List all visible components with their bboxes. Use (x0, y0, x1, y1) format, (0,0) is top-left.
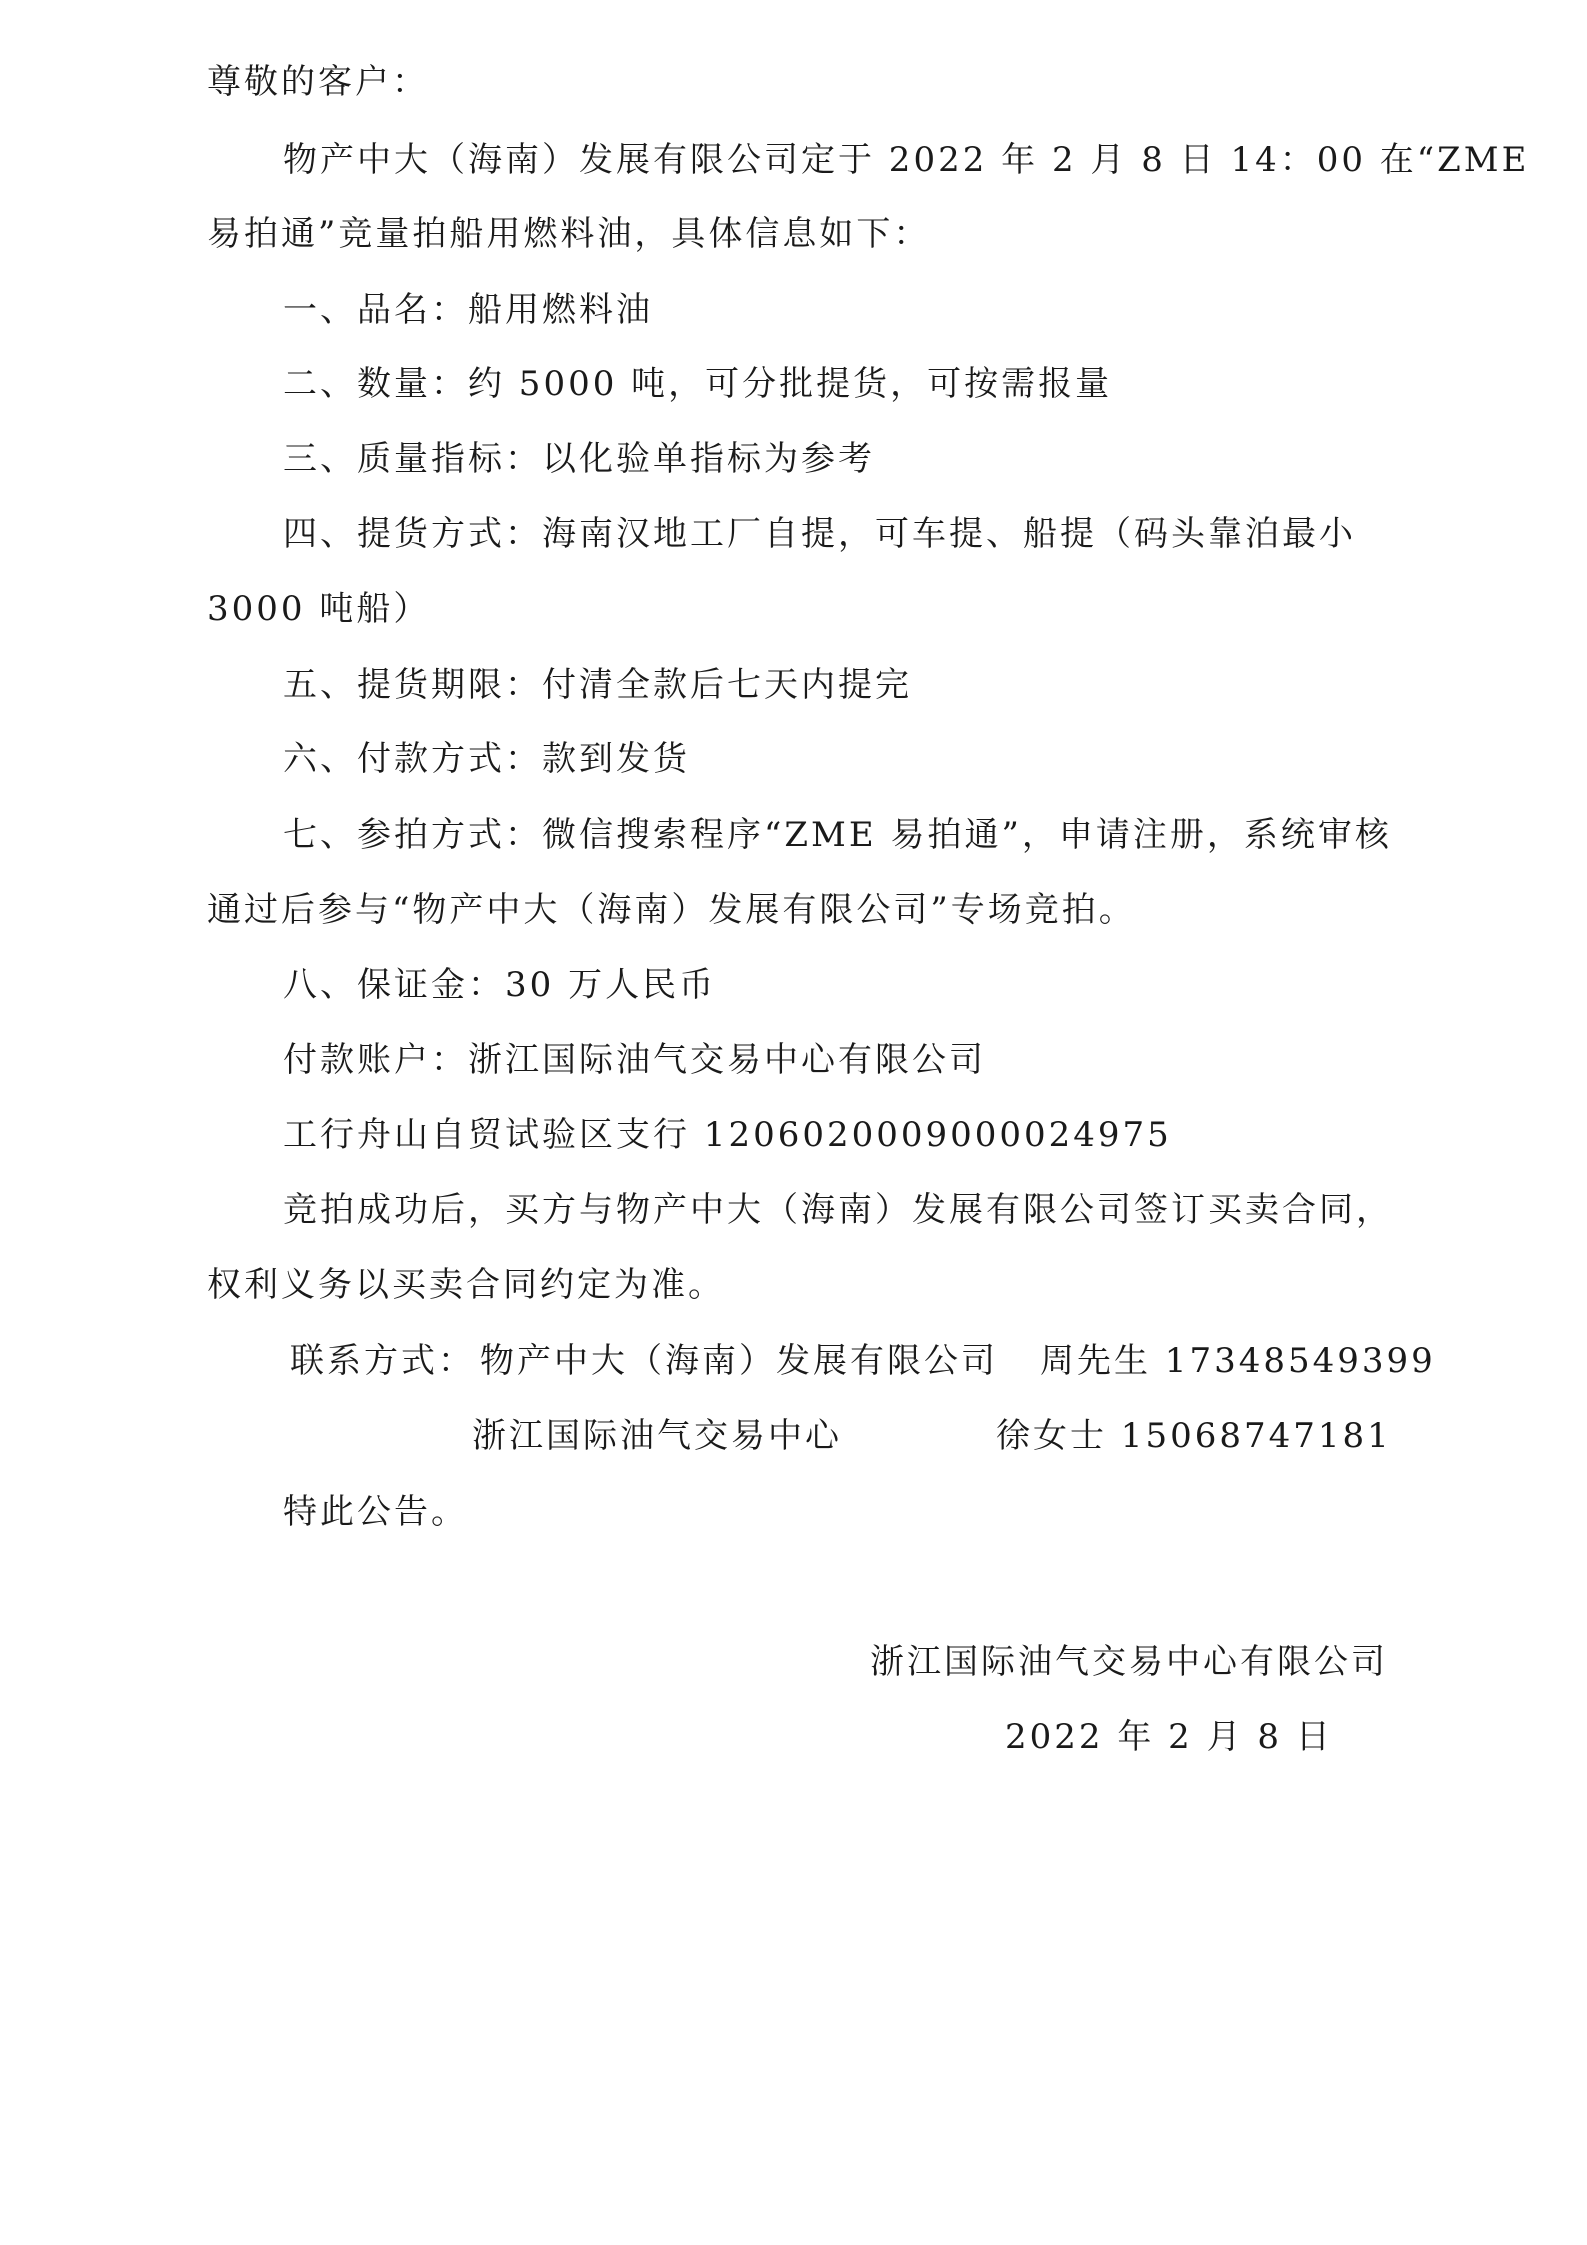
intro-line-1: 物产中大（海南）发展有限公司定于 2022 年 2 月 8 日 14：00 在“ZME (283, 140, 1530, 180)
item-product-name: 一、品名：船用燃料油 (283, 290, 653, 330)
contact-person-1: 周先生 17348549399 (1040, 1341, 1436, 1381)
item-payment-method: 六、付款方式：款到发货 (283, 739, 690, 779)
contact-company-1: 物产中大（海南）发展有限公司 (480, 1341, 998, 1381)
item-quality: 三、质量指标：以化验单指标为参考 (283, 439, 875, 479)
after-line-1: 竞拍成功后，买方与物产中大（海南）发展有限公司签订买卖合同， (283, 1190, 1393, 1230)
item-delivery-line-2: 3000 吨船） (207, 589, 431, 629)
salutation: 尊敬的客户： (207, 62, 429, 102)
item-quantity: 二、数量：约 5000 吨，可分批提货，可按需报量 (283, 364, 1113, 404)
intro-line-2: 易拍通”竞量拍船用燃料油，具体信息如下： (207, 214, 931, 254)
item-delivery-line-1: 四、提货方式：海南汉地工厂自提，可车提、船提（码头靠泊最小 (283, 514, 1356, 554)
item-bidding-line-2: 通过后参与“物产中大（海南）发展有限公司”专场竞拍。 (207, 890, 1136, 930)
after-line-2: 权利义务以买卖合同约定为准。 (207, 1265, 725, 1305)
bank-info: 工行舟山自贸试验区支行 1206020009000024975 (283, 1115, 1172, 1155)
contact-label: 联系方式： (290, 1341, 475, 1381)
contact-company-2: 浙江国际油气交易中心 (472, 1416, 842, 1456)
signature-org: 浙江国际油气交易中心有限公司 (870, 1642, 1388, 1682)
item-bidding-line-1: 七、参拍方式：微信搜索程序“ZME 易拍通”，申请注册，系统审核 (283, 815, 1392, 855)
item-deposit: 八、保证金：30 万人民币 (283, 965, 717, 1005)
closing: 特此公告。 (283, 1492, 468, 1532)
item-delivery-period: 五、提货期限：付清全款后七天内提完 (283, 665, 912, 705)
signature-date: 2022 年 2 月 8 日 (1005, 1717, 1333, 1757)
contact-person-2: 徐女士 15068747181 (996, 1416, 1392, 1456)
payment-account: 付款账户：浙江国际油气交易中心有限公司 (283, 1040, 986, 1080)
